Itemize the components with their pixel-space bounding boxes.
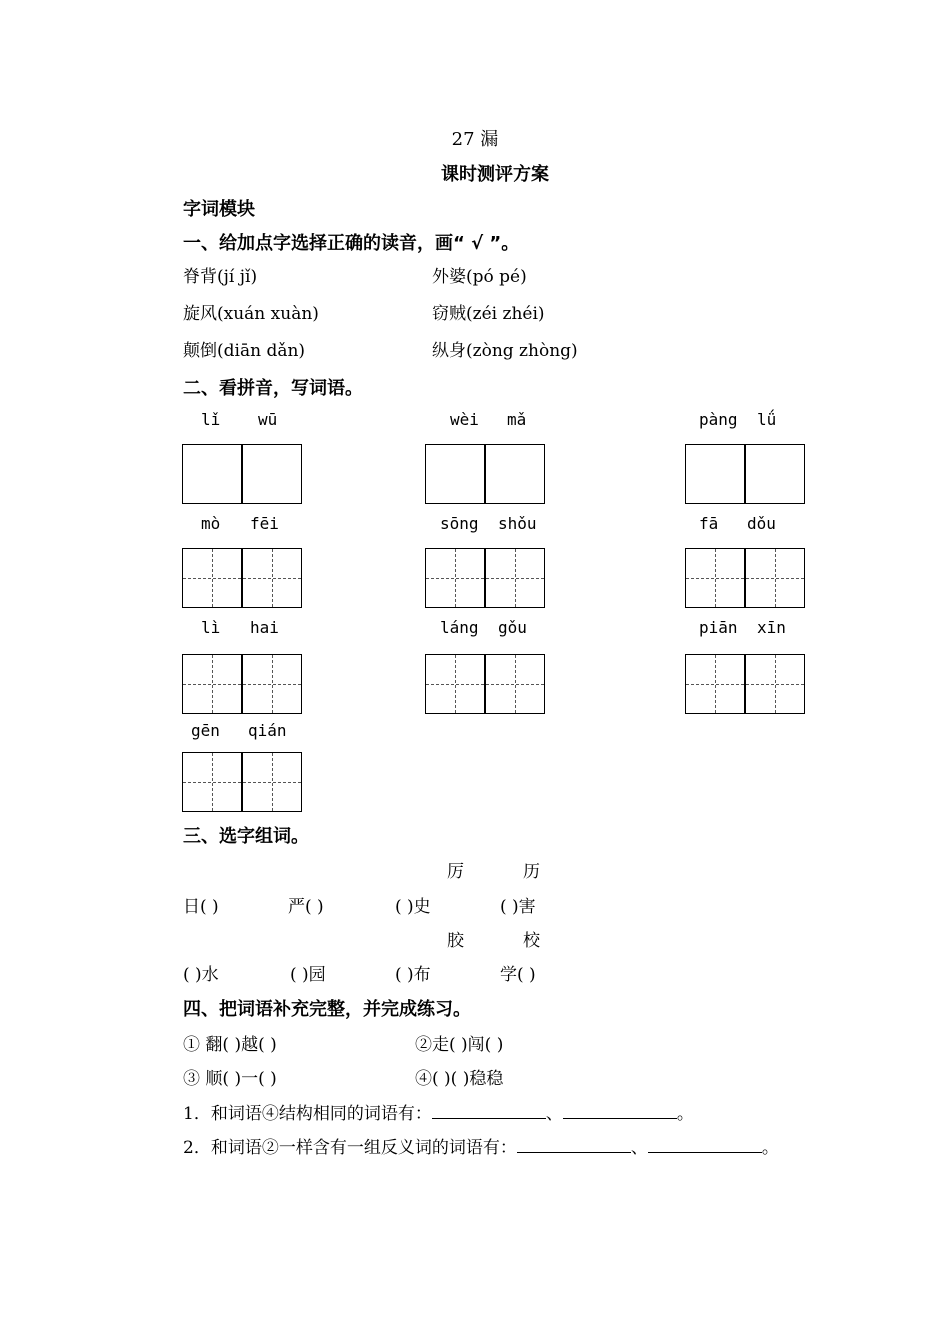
q1-item: 脊背(jí jǐ) [183,267,258,287]
period: 。 [761,1138,779,1158]
writing-box[interactable] [242,548,302,608]
writing-box[interactable] [685,444,745,504]
choice-char: 历 [523,862,540,882]
pinyin: fēi [250,514,279,533]
fill-item: ( )园 [290,965,326,985]
choice-char: 胶 [447,931,464,951]
writing-box[interactable] [425,444,485,504]
pinyin: mǎ [507,410,527,429]
pinyin: fā [699,514,719,533]
writing-box[interactable] [182,548,242,608]
q1-item: 旋风(xuán xuàn) [183,304,319,324]
answer-blank[interactable] [517,1138,631,1153]
fill-item: ③ 顺( )一( ) [183,1069,277,1089]
question-2-title: 二、看拼音，写词语。 [183,378,363,399]
separator: 、 [630,1138,648,1158]
writing-box[interactable] [685,654,745,714]
pinyin: dǒu [747,514,776,533]
pinyin: xīn [757,618,786,637]
writing-box[interactable] [485,444,545,504]
pinyin: gǒu [498,618,527,637]
writing-box[interactable] [242,654,302,714]
pinyin: lì [201,618,221,637]
pinyin: wū [258,410,278,429]
lesson-title: 27 漏 [451,129,499,150]
exercise-1-label: 1．和词语④结构相同的词语有： [183,1104,432,1124]
fill-item: 严( ) [288,897,324,917]
fill-item: ( )布 [395,965,431,985]
writing-box[interactable] [745,444,805,504]
writing-box[interactable] [182,444,242,504]
q1-item: 窃贼(zéi zhéi) [432,304,545,324]
writing-box[interactable] [242,752,302,812]
question-1-title: 一、给加点字选择正确的读音，画“ √ ”。 [183,233,520,254]
q1-item: 颠倒(diān dǎn) [183,341,306,361]
fill-item: ( )害 [500,897,536,917]
writing-box[interactable] [182,654,242,714]
answer-blank[interactable] [563,1104,677,1119]
writing-box[interactable] [485,548,545,608]
period: 。 [676,1104,694,1124]
answer-blank[interactable] [432,1104,546,1119]
fill-item: 日( ) [183,897,219,917]
fill-item: 学( ) [500,965,536,985]
separator: 、 [545,1104,563,1124]
pinyin: lǐ [201,410,221,429]
pinyin: láng [440,618,479,637]
writing-box[interactable] [182,752,242,812]
writing-box[interactable] [745,654,805,714]
pinyin: pàng [699,410,738,429]
pinyin: hai [250,618,279,637]
question-4-title: 四、把词语补充完整，并完成练习。 [183,999,471,1020]
pinyin: gēn [191,721,220,740]
answer-blank[interactable] [648,1138,762,1153]
choice-char: 厉 [447,862,464,882]
fill-item: ① 翻( )越( ) [183,1035,277,1055]
writing-box[interactable] [745,548,805,608]
q1-item: 外婆(pó pé) [432,267,527,287]
writing-box[interactable] [685,548,745,608]
module-heading: 字词模块 [183,199,255,220]
exercise-1 [183,1099,694,1124]
writing-box[interactable] [425,548,485,608]
pinyin: qián [248,721,287,740]
writing-box[interactable] [425,654,485,714]
pinyin: sōng [440,514,479,533]
fill-item: ( )史 [395,897,431,917]
writing-box[interactable] [242,444,302,504]
exercise-2-label: 2．和词语②一样含有一组反义词的词语有： [183,1138,517,1158]
page-subtitle: 课时测评方案 [441,164,549,185]
pinyin: shǒu [498,514,537,533]
q1-item: 纵身(zòng zhòng) [432,341,578,361]
question-3-title: 三、选字组词。 [183,826,309,847]
exercise-2 [183,1133,779,1158]
pinyin: mò [201,514,221,533]
pinyin: lǘ [757,410,777,429]
pinyin: wèi [450,410,479,429]
writing-box[interactable] [485,654,545,714]
fill-item: ④( )( )稳稳 [415,1069,504,1089]
fill-item: ②走( )闯( ) [415,1035,504,1055]
fill-item: ( )水 [183,965,219,985]
choice-char: 校 [523,931,540,951]
pinyin: piān [699,618,738,637]
